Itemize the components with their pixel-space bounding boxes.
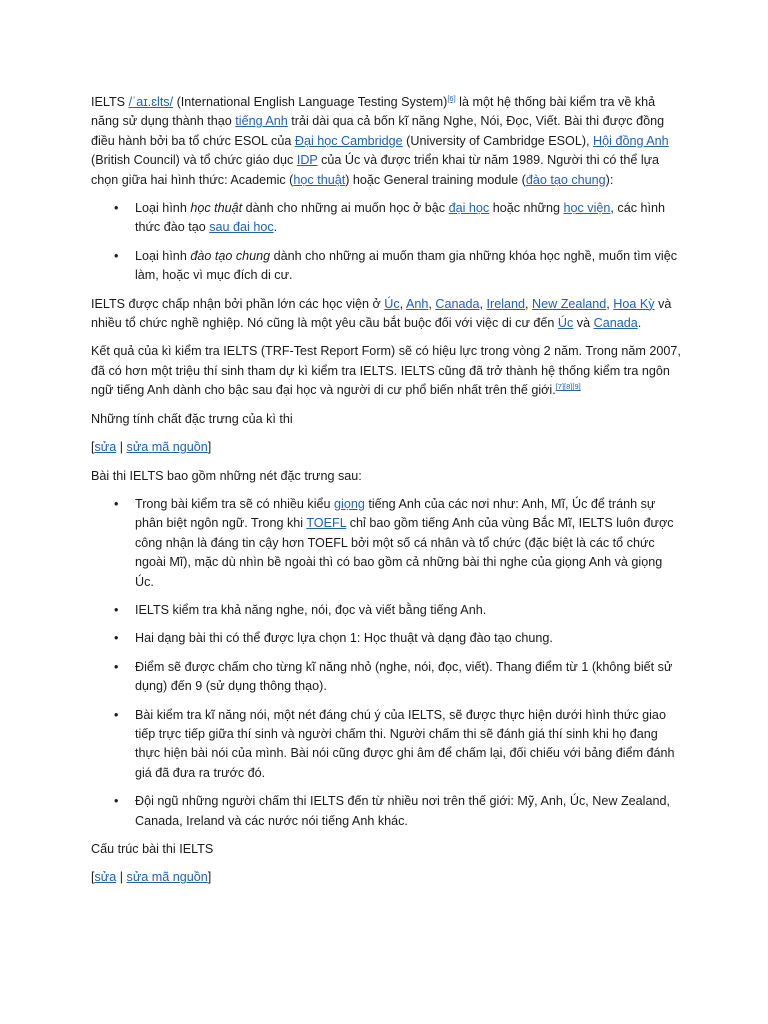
link-hoc-vien[interactable]: học viện bbox=[563, 201, 611, 216]
bracket: [ bbox=[91, 440, 95, 455]
text: , các hình thức đào tạo bbox=[135, 201, 666, 235]
text: và bbox=[573, 316, 594, 331]
list-item: • Đội ngũ những người chấm thi IELTS đến từ nhiều nơi trên thế giới: Mỹ, Anh, Úc, New Zealand, Canada, Ireland và các nước nói tiếng Anh khác. bbox=[135, 792, 683, 831]
text: của Úc và được triển khai từ năm 1989. Người thi có thể lựa chọn giữa hai hình thức: Academic ( bbox=[91, 153, 660, 187]
link-tieng-anh[interactable]: tiếng Anh bbox=[235, 114, 288, 129]
section-heading-features: Những tính chất đặc trưng của kì thi bbox=[91, 411, 293, 426]
text: dành cho những ai muốn tham gia những khóa học nghề, muốn tìm việc làm, hoặc vì mục đích di cư. bbox=[135, 248, 677, 283]
text: dành cho những ai muốn học ở bậc bbox=[242, 201, 449, 216]
list-item: • IELTS kiểm tra khả năng nghe, nói, đọc và viết bằng tiếng Anh. bbox=[135, 601, 683, 620]
edit-source-link[interactable]: sửa mã nguồn bbox=[126, 870, 208, 885]
text: , bbox=[428, 296, 436, 311]
list-item: • Hai dạng bài thi có thể được lựa chọn 1: Học thuật và dạng đào tạo chung. bbox=[135, 629, 683, 648]
list-item bbox=[135, 199, 683, 238]
link-new-zealand[interactable]: New Zealand bbox=[532, 296, 607, 311]
link-dai-hoc-cambridge[interactable]: Đại học Cambridge bbox=[294, 133, 403, 148]
link-hoa-ky[interactable]: Hoa Kỳ bbox=[613, 296, 655, 311]
text: , bbox=[606, 296, 614, 311]
list-item: • Bài kiểm tra kĩ năng nói, một nét đáng chú ý của IELTS, sẽ được thực hiện dưới hình thức giao tiếp trực tiếp giữa thí sinh và người chấm thi. Người chấm thi sẽ đánh giá thí sinh khi họ đang thực hiện bài nói của mình. Bài nói cũng được ghi âm để chấm lại, đối chiếu với bảng điểm đánh giá đã đưa ra trước đó. bbox=[135, 706, 683, 784]
section-heading-structure: Cấu trúc bài thi IELTS bbox=[91, 842, 214, 856]
text: (International English Language Testing System) bbox=[173, 95, 448, 109]
text: tiếng Anh của các nơi như: Anh, Mĩ, Úc để tránh sự phân biệt ngôn ngữ. Trong khi bbox=[135, 496, 656, 531]
link-ireland[interactable]: Ireland bbox=[486, 296, 526, 311]
list-item bbox=[135, 247, 683, 286]
list-item: • Điểm sẽ được chấm cho từng kĩ năng nhỏ (nghe, nói, đọc, viết). Thang điểm từ 1 (không biết sử dụng) đến 9 (sử dụng thông thạo). bbox=[135, 658, 683, 697]
link-hoc-thuat[interactable]: học thuật bbox=[293, 172, 346, 187]
edit-source-link[interactable]: sửa mã nguồn bbox=[126, 440, 208, 455]
text: hoặc những bbox=[489, 201, 564, 216]
link-dai-hoc[interactable]: đại học bbox=[448, 201, 490, 216]
separator: | bbox=[116, 870, 127, 885]
acceptance-paragraph bbox=[91, 295, 683, 334]
link-toefl[interactable]: TOEFL bbox=[306, 516, 347, 531]
text: Loại hình bbox=[135, 248, 191, 263]
text: và nhiều tổ chức nghề nghiệp. Nó cũng là một yêu cầu bắt buộc đối với việc di cư đến bbox=[91, 296, 672, 331]
text: Loại hình bbox=[135, 201, 191, 216]
edit-link[interactable]: sửa bbox=[94, 870, 117, 885]
text: (British Council) và tổ chức giáo dục bbox=[91, 153, 297, 168]
bracket: ] bbox=[207, 870, 212, 885]
module-list bbox=[91, 199, 683, 286]
text: Kết quả của kì kiểm tra IELTS (TRF-Test Report Form) sẽ có hiệu lực trong vòng 2 năm. Trong năm 2007, đã có hơn một triệu thí sinh tham dự kì kiểm tra IELTS. IELTS cũng đã trở thành hệ thống kiểm tra ngôn ngữ tiếng Anh dành cho bậc sau đại học và người di cư phổ biến nhất trên thế giới. bbox=[91, 344, 681, 398]
link-canada[interactable]: Canada bbox=[435, 296, 480, 311]
link-dao-tao-chung[interactable]: đào tạo chung bbox=[525, 172, 606, 187]
text: , bbox=[525, 296, 533, 311]
text: (University of Cambridge ESOL), bbox=[402, 133, 594, 148]
edit-link[interactable]: sửa bbox=[94, 440, 117, 455]
text: IELTS bbox=[91, 95, 129, 109]
emphasis: học thuật bbox=[190, 201, 243, 216]
edit-section-links-2 bbox=[91, 868, 683, 887]
edit-section-links bbox=[91, 438, 683, 457]
article-body bbox=[91, 93, 683, 897]
link-hoi-dong-anh[interactable]: Hội đồng Anh bbox=[593, 133, 669, 148]
features-intro: Bài thi IELTS bao gồm những nét đặc trưng sau: bbox=[91, 468, 362, 483]
link-anh[interactable]: Anh bbox=[405, 296, 429, 311]
text: là một hệ thống bài kiểm tra về khả năng sử dụng thành thạo bbox=[91, 95, 656, 129]
intro-paragraph bbox=[91, 93, 683, 190]
ipa-link[interactable]: /ˈaɪ.ɛlts/ bbox=[128, 95, 174, 109]
link-giong[interactable]: giọng bbox=[334, 496, 365, 511]
results-paragraph bbox=[91, 342, 683, 400]
emphasis: đào tạo chung bbox=[190, 248, 271, 263]
link-uc-2[interactable]: Úc bbox=[557, 316, 574, 331]
text: trải dài qua cả bốn kĩ năng Nghe, Nói, Đọc, Viết. Bài thi được đồng điều hành bởi ba tổ chức ESOL của bbox=[91, 114, 665, 148]
separator: | bbox=[116, 440, 127, 455]
link-canada-2[interactable]: Canada bbox=[593, 316, 638, 331]
text: ): bbox=[605, 172, 614, 187]
text: ) hoặc General training module ( bbox=[345, 172, 526, 187]
link-uc[interactable]: Úc bbox=[384, 296, 400, 311]
link-idp[interactable]: IDP bbox=[296, 153, 318, 168]
text: , bbox=[479, 296, 487, 311]
text: IELTS được chấp nhận bởi phần lớn các học viện ở bbox=[91, 296, 385, 311]
bracket: ] bbox=[207, 440, 212, 455]
features-list bbox=[91, 495, 683, 831]
list-item bbox=[135, 495, 683, 592]
text: . bbox=[273, 220, 278, 235]
bracket: [ bbox=[91, 870, 95, 885]
link-sau-dai-hoc[interactable]: sau đại học bbox=[209, 220, 274, 235]
text: . bbox=[637, 316, 642, 331]
reference-link[interactable]: [7][8][9] bbox=[555, 382, 581, 392]
reference-link[interactable]: [6] bbox=[447, 93, 456, 103]
text: chỉ bao gồm tiếng Anh của vùng Bắc Mĩ, IELTS luôn được công nhận là đáng tin cậy hơn TOEFL bởi một số cá nhân và tổ chức (đặc biệt là các tổ chức ngoài Mĩ), mặc dù nhìn bề ngoài thì có bao gồm cả những bài thi nghe của giọng Anh và giọng Úc. bbox=[135, 516, 674, 589]
text: Trong bài kiểm tra sẽ có nhiều kiểu bbox=[135, 496, 335, 511]
text: , bbox=[399, 296, 406, 311]
